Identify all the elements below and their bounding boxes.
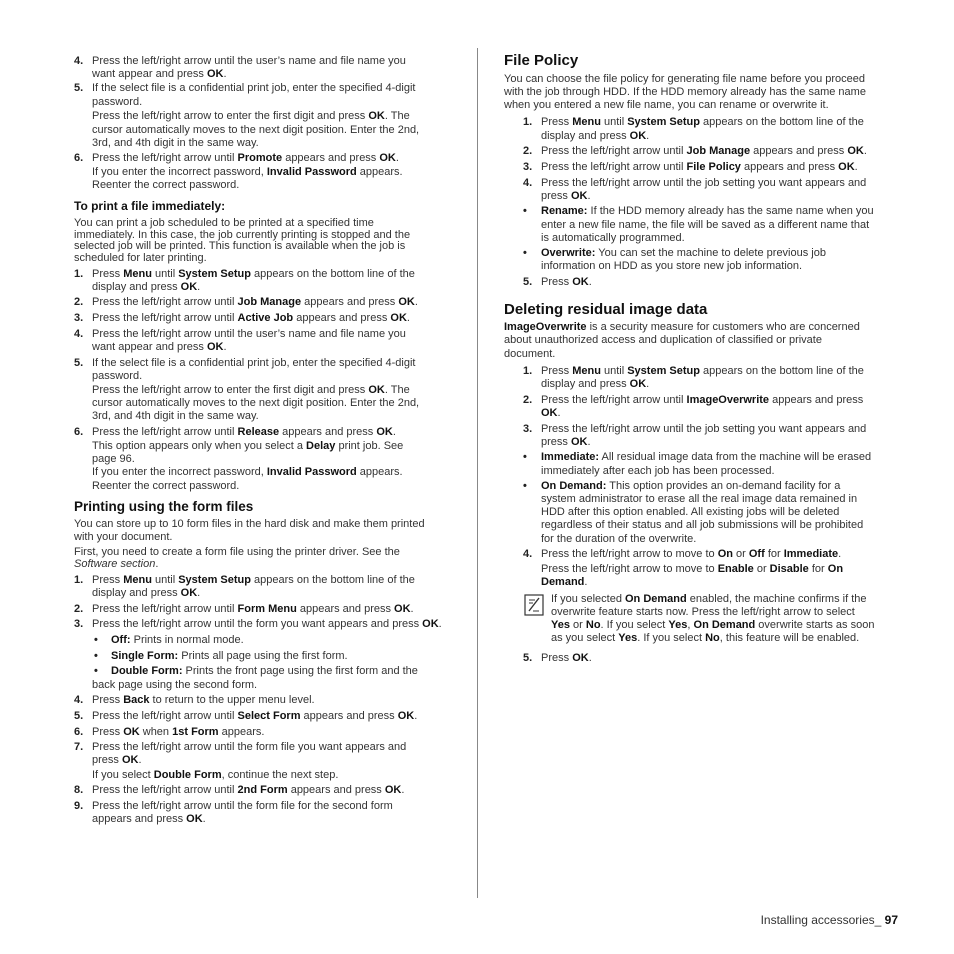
text-line: You can store up to 10 form files in the hard disk and make them printed (74, 518, 425, 530)
text-line: Press the left/right arrow until Active Job appears and press OK. (92, 312, 410, 324)
text-line: You can print a job scheduled to be printed at a specified time (74, 217, 374, 229)
text-line: Press the left/right arrow until Release appears and press OK. (92, 426, 396, 438)
text-line: Press OK. (541, 652, 592, 664)
text-line: system administrator to erase all the real image data remained in (541, 493, 858, 505)
step-number: 1. (523, 116, 533, 128)
text-line: Press Menu until System Setup appears on the bottom line of the (92, 574, 415, 586)
text-line: Press the left/right arrow until File Policy appears and press OK. (541, 161, 858, 173)
text-line: You can choose the file policy for generating file name before you proceed (504, 73, 865, 85)
text-line: document. (504, 348, 556, 360)
text-line: If you selected On Demand enabled, the machine confirms if the (551, 593, 867, 605)
text-line: This option appears only when you select a Delay print job. See (92, 440, 404, 452)
text-line: display and press OK. (541, 378, 650, 390)
text-line: press OK. (541, 190, 591, 202)
text-line: cursor automatically moves to the next digit position. Enter the 2nd, (92, 124, 420, 136)
bullet: • (523, 205, 527, 217)
text-line: If the select file is a confidential print job, enter the specified 4-digit (92, 357, 416, 369)
step-number: 4. (74, 55, 84, 67)
step-number: 5. (523, 276, 533, 288)
text-line: Press the left/right arrow until the form you want appears and press OK. (92, 618, 442, 630)
text-line: Press the left/right arrow until Job Manage appears and press OK. (92, 296, 418, 308)
text-line: Press Menu until System Setup appears on the bottom line of the (92, 268, 415, 280)
step-number: 2. (74, 296, 84, 308)
bullet: • (523, 480, 527, 492)
text-line: display and press OK. (541, 130, 650, 142)
text-line: back page using the second form. (92, 679, 258, 691)
text-line: page 96. (92, 453, 135, 465)
text-line: 3rd, and 4th digit in the same way. (92, 137, 259, 149)
text-line: with your document. (74, 531, 173, 543)
text-line: scheduled for later printing. (74, 252, 207, 264)
text-line: If you enter the incorrect password, Invalid Password appears. (92, 166, 403, 178)
text-line: Press Back to return to the upper menu level. (92, 694, 315, 706)
text-line: ImageOverwrite is a security measure for customers who are concerned (504, 321, 860, 333)
bullet: • (523, 451, 527, 463)
text-line: First, you need to create a form file using the printer driver. See the (74, 546, 400, 558)
text-line: display and press OK. (92, 281, 201, 293)
text-line: with the job through HDD. If the HDD memory already has the same name (504, 86, 866, 98)
text-line: Press Menu until System Setup appears on the bottom line of the (541, 365, 864, 377)
text-line: Reenter the correct password. (92, 480, 240, 492)
text-line: If you select Double Form, continue the next step. (92, 769, 339, 781)
step-number: 2. (74, 603, 84, 615)
text-line: want appear and press OK. (92, 341, 227, 353)
step-number: 2. (523, 145, 533, 157)
text-line: Press the left/right arrow to enter the first digit and press OK. The (92, 384, 410, 396)
step-number: 3. (523, 423, 533, 435)
footer-section: Installing accessories_ (760, 913, 882, 927)
step-number: 5. (523, 652, 533, 664)
text-line: selected job will be printed. This function is available when the job is (74, 240, 406, 252)
text-line: Press the left/right arrow until ImageOverwrite appears and press (541, 394, 864, 406)
text-line: Press the left/right arrow until Job Manage appears and press OK. (541, 145, 867, 157)
heading-file-policy: File Policy (504, 52, 579, 69)
text-line: Rename: If the HDD memory already has the same name when you (541, 205, 874, 217)
text-line: Press the left/right arrow until the job setting you want appears and (541, 177, 867, 189)
text-line: enter a new file name, the file will be saved as a different name that (541, 219, 870, 231)
step-number: 5. (74, 82, 84, 94)
text-line: press OK. (92, 754, 142, 766)
text-line: Press the left/right arrow to enter the first digit and press OK. The (92, 110, 410, 122)
text-line: Press the left/right arrow until Select Form appears and press OK. (92, 710, 418, 722)
step-number: 4. (74, 694, 84, 706)
bullet: • (523, 247, 527, 259)
step-number: 4. (523, 548, 533, 560)
step-number: 1. (523, 365, 533, 377)
text-line: Reenter the correct password. (92, 179, 240, 191)
step-number: 3. (523, 161, 533, 173)
step-number: 1. (74, 268, 84, 280)
text-line: Press the left/right arrow until 2nd Form appears and press OK. (92, 784, 405, 796)
step-number: 9. (74, 800, 84, 812)
text-line: appears and press OK. (92, 813, 206, 825)
text-line: Double Form: Prints the front page using the first form and the (111, 665, 418, 677)
bullet: • (94, 650, 98, 662)
step-number: 7. (74, 741, 84, 753)
text-line: password. (92, 370, 143, 382)
step-number: 4. (74, 328, 84, 340)
text-line: Press the left/right arrow to move to On or Off for Immediate. (541, 548, 842, 560)
text-line: Immediate: All residual image data from the machine will be erased (541, 451, 872, 463)
text-line: Off: Prints in normal mode. (111, 634, 244, 646)
text-line: overwrite feature starts now. Press the left/right arrow to select (551, 606, 855, 618)
text-line: Press OK when 1st Form appears. (92, 726, 265, 738)
text-line: Demand. (541, 576, 588, 588)
text-line: want appear and press OK. (92, 68, 227, 80)
heading-form-files: Printing using the form files (74, 499, 254, 514)
text-line: OK. (541, 407, 561, 419)
text-line: Press the left/right arrow until the job setting you want appears and (541, 423, 867, 435)
bullet: • (94, 665, 98, 677)
text-line: Press the left/right arrow until Promote appears and press OK. (92, 152, 399, 164)
step-number: 6. (74, 152, 84, 164)
text-line: immediately. In this case, the job currently printing is stopped and the (74, 229, 411, 241)
text-line: Press Menu until System Setup appears on the bottom line of the (541, 116, 864, 128)
heading-deleting-residual-image-data: Deleting residual image data (504, 301, 708, 318)
text-line: Overwrite: You can set the machine to delete previous job (541, 247, 826, 259)
heading-print-immediately: To print a file immediately: (74, 199, 226, 213)
text-line: display and press OK. (92, 587, 201, 599)
text-line: Press the left/right arrow to move to Enable or Disable for On (541, 563, 844, 575)
bullet: • (94, 634, 98, 646)
text-line: Press the left/right arrow until the form file for the second form (92, 800, 393, 812)
step-number: 3. (74, 312, 84, 324)
page-number: 97 (884, 913, 898, 927)
text-line: If the select file is a confidential print job, enter the specified 4-digit (92, 82, 416, 94)
text-line: is automatically programmed. (541, 232, 685, 244)
text-line: for the duration of the overwrite. (541, 533, 697, 545)
text-line: Press the left/right arrow until the form file you want appears and (92, 741, 407, 753)
step-number: 5. (74, 357, 84, 369)
step-number: 6. (74, 726, 84, 738)
text-line: as you select Yes. If you select No, this feature will be enabled. (551, 632, 860, 644)
text-line: immediately after each job has been processed. (541, 465, 775, 477)
text-line: password. (92, 96, 143, 108)
text-line: cursor automatically moves to the next digit position. Enter the 2nd, (92, 397, 420, 409)
text-line: Single Form: Prints all page using the first form. (111, 650, 348, 662)
text-line: press OK. (541, 436, 591, 448)
text-line: HDD after this option enabled. All existing jobs will be deleted (541, 506, 840, 518)
step-number: 4. (523, 177, 533, 189)
text-line: Software section. (74, 558, 159, 570)
text-line: when you entered a new file name, you can rename or overwrite it. (504, 99, 829, 111)
text-line: Press the left/right arrow until the user’s name and file name you (92, 55, 406, 67)
text-line: Press OK. (541, 276, 592, 288)
note-icon (524, 594, 544, 616)
text-line: about unauthorized access and duplication of classified or private (504, 334, 822, 346)
text-line: 3rd, and 4th digit in the same way. (92, 410, 259, 422)
text-line: Press the left/right arrow until Form Menu appears and press OK. (92, 603, 414, 615)
text-line: If you enter the incorrect password, Invalid Password appears. (92, 466, 403, 478)
text-line: Yes or No. If you select Yes, On Demand overwrite starts as soon (551, 619, 875, 631)
step-number: 6. (74, 426, 84, 438)
column-divider (477, 48, 478, 898)
text-line: information on HDD as you store new job information. (541, 260, 803, 272)
step-number: 3. (74, 618, 84, 630)
text-line: On Demand: This option provides an on-demand facility for a (541, 480, 841, 492)
step-number: 8. (74, 784, 84, 796)
page-footer (0, 913, 898, 927)
step-number: 2. (523, 394, 533, 406)
text-line: Press the left/right arrow until the user’s name and file name you (92, 328, 406, 340)
step-number: 1. (74, 574, 84, 586)
text-line: regardless of their status and all job submissions will be prohibited (541, 519, 864, 531)
step-number: 5. (74, 710, 84, 722)
